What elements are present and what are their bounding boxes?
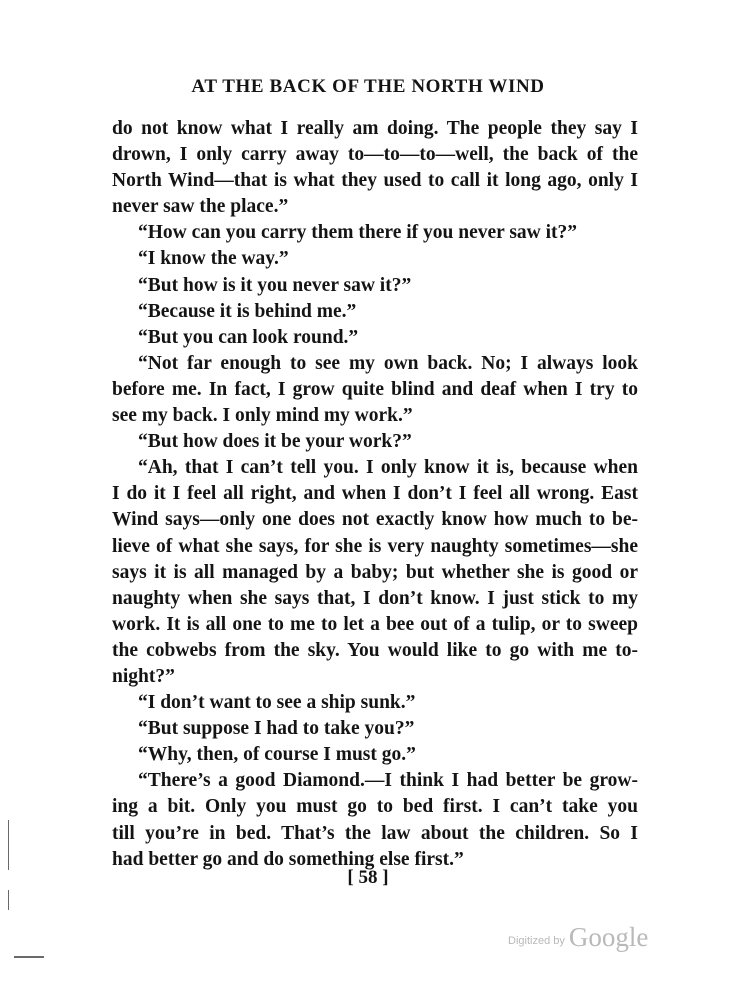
page-number: [ 58 ] <box>347 867 389 888</box>
text-line: never saw the place.” <box>112 196 289 218</box>
text-line: “I don’t want to see a ship sunk.” <box>138 692 416 714</box>
text-line: “But how is it you never saw it?” <box>138 274 412 296</box>
text-line: before me. In fact, I grow quite blind and deaf when I try to <box>112 378 638 400</box>
text-line: lieve of what she says, for she is very naughty sometimes—she <box>112 535 638 557</box>
text-line: “But suppose I had to take you?” <box>138 718 415 740</box>
text-line: “Because it is behind me.” <box>138 300 357 322</box>
text-line: do not know what I really am doing. The people they say I <box>112 118 638 139</box>
text-line: night?” <box>112 665 175 687</box>
binding-edge-mark <box>14 956 44 958</box>
running-header: AT THE BACK OF THE NORTH WIND <box>191 76 545 97</box>
text-line: ing a bit. Only you must go to bed first. I can’t take you <box>112 796 638 818</box>
text-line: “There’s a good Diamond.—I think I had better be grow- <box>138 770 638 792</box>
text-line: the cobwebs from the sky. You would like to go with me to- <box>112 639 638 661</box>
text-line: till you’re in bed. That’s the law about the children. So I <box>112 822 638 844</box>
body-text <box>112 116 638 873</box>
text-line: “But you can look round.” <box>138 326 359 348</box>
watermark-prefix: Digitized by <box>508 935 565 947</box>
text-line: I do it I feel all right, and when I don’t I feel all wrong. East <box>112 483 638 505</box>
text-line: Wind says—only one does not exactly know how much to be- <box>112 509 638 531</box>
text-line: work. It is all one to me to let a bee out of a tulip, or to sweep <box>112 613 638 635</box>
text-line: naughty when she says that, I don’t know. I just stick to my <box>112 587 638 609</box>
text-line: “I know the way.” <box>138 248 289 270</box>
text-line: see my back. I only mind my work.” <box>112 405 413 427</box>
text-line: “But how does it be your work?” <box>138 431 412 453</box>
digitization-watermark <box>508 922 648 953</box>
text-line: North Wind—that is what they used to call it long ago, only I <box>112 170 638 192</box>
text-line: “Why, then, of course I must go.” <box>138 744 416 766</box>
text-line: had better go and do something else first.” <box>112 848 464 870</box>
text-line: “Not far enough to see my own back. No; I always look <box>138 352 638 374</box>
text-line: “Ah, that I can’t tell you. I only know it is, because when <box>138 457 638 479</box>
text-line: drown, I only carry away to—to—to—well, the back of the <box>112 144 638 166</box>
binding-edge-mark <box>8 890 9 910</box>
binding-edge-mark <box>8 820 9 870</box>
watermark-brand: Google <box>568 922 649 952</box>
text-line: says it is all managed by a baby; but whether she is good or <box>112 561 638 583</box>
text-line: “How can you carry them there if you never saw it?” <box>138 222 578 244</box>
